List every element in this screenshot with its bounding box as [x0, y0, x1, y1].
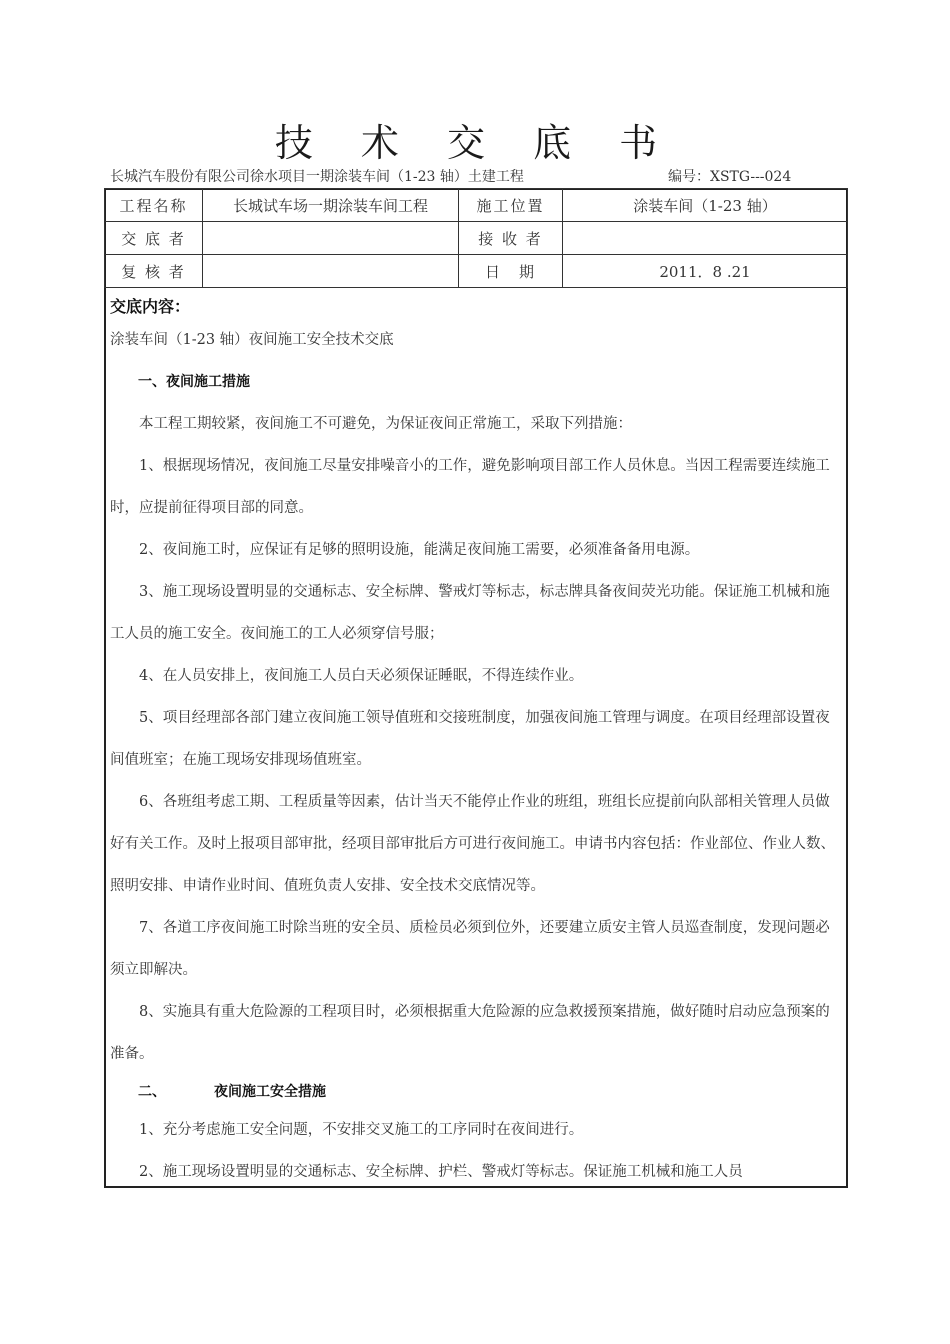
- disclosure-content: [110, 292, 840, 1193]
- section2-heading: [110, 1075, 840, 1109]
- content-label: 交底内容：: [110, 297, 191, 316]
- list-item: 2、施工现场设置明显的交通标志、安全标牌、护栏、警戒灯等标志。保证施工机械和施工人员: [139, 1164, 743, 1180]
- list-item: 4、在人员安排上，夜间施工人员白天必须保证睡眠，不得连续作业。: [139, 668, 584, 684]
- list-item: 6、各班组考虑工期、工程质量等因素，估计当天不能停止作业的班组，班组长应提前向队部相关管理人员做好有关工作。及时上报项目部审批，经项目部审批后方可进行夜间施工。申请书内容包括：作业部位、作业人数、照明安排、申请作业时间、值班负责人安排、安全技术交底情况等。: [110, 794, 835, 894]
- section1-heading: 一、夜间施工措施: [138, 374, 250, 390]
- project-subheading: 长城汽车股份有限公司徐水项目一期涂装车间（1-23 轴）土建工程: [110, 169, 524, 185]
- list-item: 7、各道工序夜间施工时除当班的安全员、质检员必须到位外，还要建立质安主管人员巡查制度，发现问题必须立即解决。: [110, 920, 830, 978]
- section2-title: 夜间施工安全措施: [214, 1084, 326, 1100]
- receiver-label: 接 收 者: [459, 222, 563, 255]
- location-value: 涂装车间（1-23 轴）: [563, 189, 848, 222]
- section2-number: 二、: [138, 1084, 166, 1100]
- list-item: 1、充分考虑施工安全问题，不安排交叉施工的工序同时在夜间进行。: [139, 1122, 584, 1138]
- project-name-value: 长城试车场一期涂装车间工程: [203, 189, 459, 222]
- section1-intro: 本工程工期较紧，夜间施工不可避免，为保证夜间正常施工，采取下列措施：: [139, 416, 632, 432]
- list-item: 1、根据现场情况，夜间施工尽量安排噪音小的工作，避免影响项目部工作人员休息。当因工程需要连续施工时，应提前征得项目部的同意。: [110, 458, 830, 516]
- date-label: 日 期: [459, 255, 563, 288]
- content-topic: 涂装车间（1-23 轴）夜间施工安全技术交底: [110, 332, 394, 348]
- discloser-label: 交 底 者: [105, 222, 203, 255]
- list-item: 5、项目经理部各部门建立夜间施工领导值班和交接班制度，加强夜间施工管理与调度。在项目经理部设置夜间值班室；在施工现场安排现场值班室。: [110, 710, 830, 768]
- list-item: 8、实施具有重大危险源的工程项目时，必须根据重大危险源的应急救援预案措施，做好随时启动应急预案的准备。: [110, 1004, 830, 1062]
- table-row: [105, 255, 848, 288]
- reviewer-value: [203, 255, 459, 288]
- receiver-value: [563, 222, 848, 255]
- info-table: [104, 188, 848, 288]
- date-value: 2011．8 .21: [563, 255, 848, 288]
- project-name-label: 工程名称: [105, 189, 203, 222]
- discloser-value: [203, 222, 459, 255]
- table-row: [105, 222, 848, 255]
- table-row: [105, 189, 848, 222]
- document-number: 编号：XSTG---024: [668, 169, 792, 185]
- location-label: 施工位置: [459, 189, 563, 222]
- document-title: 技 术 交 底 书: [274, 121, 676, 165]
- list-item: 2、夜间施工时，应保证有足够的照明设施，能满足夜间施工需要，必须准备备用电源。: [139, 542, 700, 558]
- reviewer-label: 复 核 者: [105, 255, 203, 288]
- list-item: 3、施工现场设置明显的交通标志、安全标牌、警戒灯等标志，标志牌具备夜间荧光功能。保证施工机械和施工人员的施工安全。夜间施工的工人必须穿信号服；: [110, 584, 830, 642]
